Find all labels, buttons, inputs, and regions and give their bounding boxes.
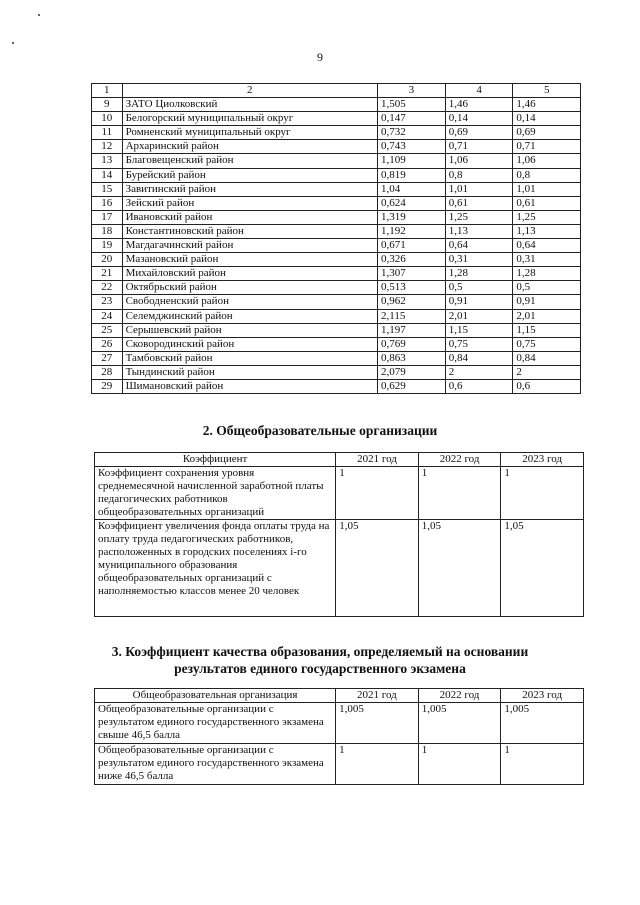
- municipality-name: Белогорский муниципальный округ: [122, 112, 377, 126]
- header-cell: 2: [122, 84, 377, 98]
- value-cell: 1: [418, 744, 501, 785]
- value-col-4: 1,15: [445, 323, 513, 337]
- table-row: [92, 210, 581, 224]
- municipality-name: Серышевский район: [122, 323, 377, 337]
- value-cell: 1: [418, 467, 501, 520]
- municipality-name: Тамбовский район: [122, 351, 377, 365]
- table-row: [92, 224, 581, 238]
- value-col-5: 1,46: [513, 98, 581, 112]
- row-label: Коэффициент сохранения уровня среднемесячной начисленной заработной платы педагогических работников общеобразовательных организаций: [95, 467, 336, 520]
- header-cell: 3: [378, 84, 446, 98]
- value-col-4: 0,75: [445, 337, 513, 351]
- value-cell: 1: [336, 467, 419, 520]
- table-row: [92, 154, 581, 168]
- value-col-4: 1,01: [445, 182, 513, 196]
- municipality-name: Завитинский район: [122, 182, 377, 196]
- table-row: [92, 309, 581, 323]
- table-header-row: [92, 84, 581, 98]
- row-number: 17: [92, 210, 123, 224]
- table-row: [92, 267, 581, 281]
- value-cell: 1: [501, 744, 584, 785]
- value-col-3: 1,109: [378, 154, 446, 168]
- header-cell: 2021 год: [336, 689, 419, 703]
- header-cell: 2022 год: [418, 689, 501, 703]
- coefficients-table: [91, 83, 581, 394]
- row-number: 11: [92, 126, 123, 140]
- value-col-4: 2,01: [445, 309, 513, 323]
- header-cell: 2022 год: [418, 453, 501, 467]
- value-col-4: 0,71: [445, 140, 513, 154]
- table-row: [92, 239, 581, 253]
- value-col-4: 1,46: [445, 98, 513, 112]
- value-col-4: 2: [445, 365, 513, 379]
- value-col-3: 1,307: [378, 267, 446, 281]
- value-cell: 1,05: [336, 520, 419, 617]
- value-col-4: 0,6: [445, 379, 513, 393]
- value-col-5: 0,91: [513, 295, 581, 309]
- table-row: [92, 98, 581, 112]
- table-row: [92, 112, 581, 126]
- table-row: [95, 703, 584, 744]
- header-cell: Коэффициент: [95, 453, 336, 467]
- scan-speck: [38, 14, 40, 16]
- municipality-name: Октябрьский район: [122, 281, 377, 295]
- table-row: [92, 379, 581, 393]
- value-cell: 1: [501, 467, 584, 520]
- value-col-3: 0,863: [378, 351, 446, 365]
- value-col-3: 1,192: [378, 224, 446, 238]
- row-number: 12: [92, 140, 123, 154]
- value-col-3: 0,743: [378, 140, 446, 154]
- row-number: 23: [92, 295, 123, 309]
- municipality-name: Шимановский район: [122, 379, 377, 393]
- row-number: 21: [92, 267, 123, 281]
- value-col-3: 1,197: [378, 323, 446, 337]
- value-col-3: 0,629: [378, 379, 446, 393]
- row-number: 26: [92, 337, 123, 351]
- value-col-5: 0,84: [513, 351, 581, 365]
- table-row: [92, 140, 581, 154]
- table-row: [92, 337, 581, 351]
- header-cell: 2021 год: [336, 453, 419, 467]
- value-cell: 1,005: [418, 703, 501, 744]
- value-col-4: 0,84: [445, 351, 513, 365]
- row-number: 29: [92, 379, 123, 393]
- municipality-name: Константиновский район: [122, 224, 377, 238]
- table-row: [92, 196, 581, 210]
- value-col-4: 0,69: [445, 126, 513, 140]
- municipality-name: Бурейский район: [122, 168, 377, 182]
- value-col-4: 1,06: [445, 154, 513, 168]
- value-col-5: 2,01: [513, 309, 581, 323]
- value-col-4: 1,25: [445, 210, 513, 224]
- municipality-name: Зейский район: [122, 196, 377, 210]
- table-row: [92, 182, 581, 196]
- value-col-3: 0,624: [378, 196, 446, 210]
- exam-quality-table: [94, 688, 584, 785]
- header-cell: 5: [513, 84, 581, 98]
- table-row: [92, 281, 581, 295]
- general-education-table: [94, 452, 584, 617]
- value-col-5: 0,64: [513, 239, 581, 253]
- value-col-3: 2,115: [378, 309, 446, 323]
- row-number: 25: [92, 323, 123, 337]
- value-col-3: 1,04: [378, 182, 446, 196]
- row-number: 14: [92, 168, 123, 182]
- row-number: 27: [92, 351, 123, 365]
- value-cell: 1,005: [336, 703, 419, 744]
- table-header-row: [95, 453, 584, 467]
- row-label: Коэффициент увеличения фонда оплаты труда на оплату труда педагогических работников, расположенных в городских поселениях i-го муниципального образования общеобразовательных организаций с наполняемостью классов менее 20 человек: [95, 520, 336, 617]
- value-cell: 1,05: [501, 520, 584, 617]
- value-cell: 1,05: [418, 520, 501, 617]
- municipality-name: ЗАТО Циолковский: [122, 98, 377, 112]
- table-row: [92, 295, 581, 309]
- scan-speck: [12, 42, 14, 44]
- table-row: [92, 365, 581, 379]
- municipality-name: Архаринский район: [122, 140, 377, 154]
- value-col-3: 0,819: [378, 168, 446, 182]
- table-row: [95, 520, 584, 617]
- row-number: 22: [92, 281, 123, 295]
- page-number: 9: [317, 50, 323, 64]
- value-col-5: 0,5: [513, 281, 581, 295]
- municipality-name: Тындинский район: [122, 365, 377, 379]
- value-col-4: 0,31: [445, 253, 513, 267]
- table-header-row: [95, 689, 584, 703]
- header-cell: 2023 год: [501, 453, 584, 467]
- value-col-3: 0,962: [378, 295, 446, 309]
- municipality-name: Селемджинский район: [122, 309, 377, 323]
- value-col-5: 0,6: [513, 379, 581, 393]
- header-cell: 1: [92, 84, 123, 98]
- value-col-5: 1,25: [513, 210, 581, 224]
- section-3-title-line-2: результатов единого государственного экзамена: [174, 661, 466, 676]
- section-2-title: 2. Общеобразовательные организации: [202, 423, 438, 438]
- value-col-5: 1,01: [513, 182, 581, 196]
- municipality-name: Свободненский район: [122, 295, 377, 309]
- value-col-3: 0,513: [378, 281, 446, 295]
- section-3-title-line-1: 3. Коэффициент качества образования, определяемый на основании: [111, 644, 529, 659]
- value-col-4: 0,5: [445, 281, 513, 295]
- section-3-title: [0, 643, 640, 677]
- municipality-name: Сковородинский район: [122, 337, 377, 351]
- municipality-name: Ивановский район: [122, 210, 377, 224]
- value-col-5: 0,8: [513, 168, 581, 182]
- value-col-4: 0,8: [445, 168, 513, 182]
- value-col-5: 0,75: [513, 337, 581, 351]
- table-row: [92, 351, 581, 365]
- row-number: 10: [92, 112, 123, 126]
- value-col-3: 0,147: [378, 112, 446, 126]
- value-cell: 1: [336, 744, 419, 785]
- row-label: Общеобразовательные организации с результатом единого государственного экзамена ниже 46,5 балла: [95, 744, 336, 785]
- value-col-4: 0,14: [445, 112, 513, 126]
- value-col-3: 0,769: [378, 337, 446, 351]
- value-col-5: 0,71: [513, 140, 581, 154]
- value-col-3: 0,732: [378, 126, 446, 140]
- table-row: [95, 744, 584, 785]
- value-col-3: 1,505: [378, 98, 446, 112]
- municipality-name: Мазановский район: [122, 253, 377, 267]
- value-cell: 1,005: [501, 703, 584, 744]
- municipality-name: Магдагачинский район: [122, 239, 377, 253]
- row-number: 24: [92, 309, 123, 323]
- header-cell: 2023 год: [501, 689, 584, 703]
- header-cell: 4: [445, 84, 513, 98]
- value-col-5: 0,31: [513, 253, 581, 267]
- value-col-3: 1,319: [378, 210, 446, 224]
- row-number: 9: [92, 98, 123, 112]
- value-col-4: 0,64: [445, 239, 513, 253]
- value-col-5: 2: [513, 365, 581, 379]
- row-number: 16: [92, 196, 123, 210]
- table-row: [92, 253, 581, 267]
- row-number: 18: [92, 224, 123, 238]
- municipality-name: Ромненский муниципальный округ: [122, 126, 377, 140]
- value-col-5: 0,61: [513, 196, 581, 210]
- table-row: [95, 467, 584, 520]
- row-number: 28: [92, 365, 123, 379]
- table-row: [92, 323, 581, 337]
- value-col-5: 1,13: [513, 224, 581, 238]
- header-cell: Общеобразовательная организация: [95, 689, 336, 703]
- value-col-5: 1,28: [513, 267, 581, 281]
- row-number: 19: [92, 239, 123, 253]
- value-col-5: 0,14: [513, 112, 581, 126]
- value-col-4: 1,13: [445, 224, 513, 238]
- value-col-5: 1,15: [513, 323, 581, 337]
- value-col-3: 2,079: [378, 365, 446, 379]
- row-number: 15: [92, 182, 123, 196]
- value-col-3: 0,326: [378, 253, 446, 267]
- municipality-name: Михайловский район: [122, 267, 377, 281]
- table-row: [92, 126, 581, 140]
- value-col-4: 0,91: [445, 295, 513, 309]
- value-col-5: 0,69: [513, 126, 581, 140]
- table-row: [92, 168, 581, 182]
- row-number: 20: [92, 253, 123, 267]
- municipality-name: Благовещенский район: [122, 154, 377, 168]
- value-col-4: 0,61: [445, 196, 513, 210]
- value-col-4: 1,28: [445, 267, 513, 281]
- row-number: 13: [92, 154, 123, 168]
- value-col-3: 0,671: [378, 239, 446, 253]
- row-label: Общеобразовательные организации с результатом единого государственного экзамена свыше 46,5 балла: [95, 703, 336, 744]
- value-col-5: 1,06: [513, 154, 581, 168]
